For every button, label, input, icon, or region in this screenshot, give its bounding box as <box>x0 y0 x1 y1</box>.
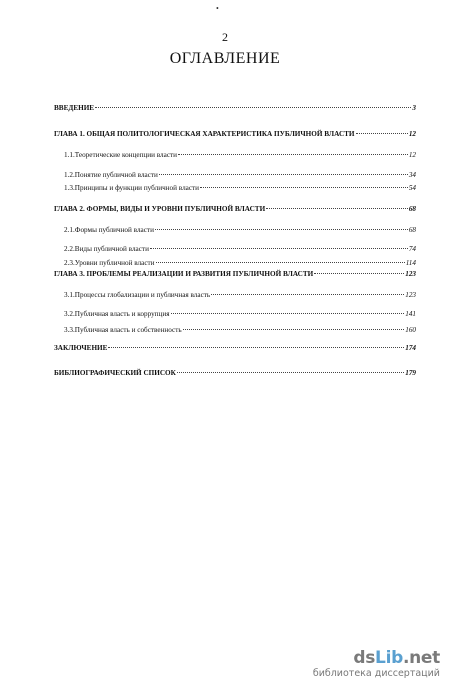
toc-entry-page-number: 123 <box>405 291 416 299</box>
toc-entry-page-number: 3 <box>412 104 416 112</box>
toc-dot-leader <box>211 294 404 295</box>
toc-dot-leader <box>314 273 404 274</box>
toc-section-entry <box>54 226 416 234</box>
toc-entry-page-number: 12 <box>408 151 416 159</box>
toc-chapter-entry <box>54 104 416 112</box>
toc-section-entry <box>54 291 416 299</box>
toc-dot-leader <box>171 313 405 314</box>
page-number: 2 <box>222 30 228 44</box>
toc-dot-leader <box>177 372 404 373</box>
toc-entry-label: ГЛАВА 1. ОБЩАЯ ПОЛИТОЛОГИЧЕСКАЯ ХАРАКТЕРИСТИКА ПУБЛИЧНОЙ ВЛАСТИ <box>54 130 355 138</box>
toc-dot-leader <box>183 329 405 330</box>
toc-entry-page-number: 34 <box>408 171 416 179</box>
toc-entry-page-number: 174 <box>405 344 416 352</box>
toc-entry-label: БИБЛИОГРАФИЧЕСКИЙ СПИСОК <box>54 369 176 377</box>
toc-dot-leader <box>356 133 408 134</box>
toc-entry-label: 1.3.Принципы и функции публичной власти <box>64 184 200 192</box>
dslib-logo: dsLib.net <box>353 648 440 668</box>
toc-section-entry <box>54 259 416 267</box>
toc-entry-label: 2.2.Виды публичной власти <box>64 245 149 253</box>
toc-entry-label: ЗАКЛЮЧЕНИЕ <box>54 344 108 352</box>
toc-section-entry <box>54 171 416 179</box>
toc-entry-label: ГЛАВА 3. ПРОБЛЕМЫ РЕАЛИЗАЦИИ И РАЗВИТИЯ ПУБЛИЧНОЙ ВЛАСТИ <box>54 270 314 278</box>
toc-dot-leader <box>200 187 408 188</box>
toc-dot-leader <box>156 262 405 263</box>
toc-chapter-entry <box>54 344 416 352</box>
toc-chapter-entry <box>54 130 416 138</box>
toc-entry-label: 1.1.Теоретические концепции власти <box>64 151 177 159</box>
toc-section-entry <box>54 151 416 159</box>
toc-section-entry <box>54 245 416 253</box>
toc-chapter-entry <box>54 270 416 278</box>
toc-dot-leader <box>266 208 408 209</box>
toc-entry-page-number: 123 <box>405 270 416 278</box>
toc-dot-leader <box>108 347 404 348</box>
toc-dot-leader <box>159 174 408 175</box>
toc-section-entry <box>54 310 416 318</box>
toc-entry-page-number: 141 <box>405 310 416 318</box>
watermark <box>310 648 440 679</box>
watermark-subtitle: библиотека диссертаций <box>312 668 440 679</box>
toc-chapter-entry <box>54 369 416 377</box>
toc-entry-page-number: 114 <box>405 259 416 267</box>
toc-entry-label: 1.2.Понятие публичной власти <box>64 171 158 179</box>
toc-entry-page-number: 74 <box>408 245 416 253</box>
toc-entry-label: 3.1.Процессы глобализации и публичная власть <box>64 291 211 299</box>
toc-entry-label: 3.2.Публичная власть и коррупция <box>64 310 170 318</box>
toc-entry-page-number: 12 <box>408 130 416 138</box>
toc-entry-label: 2.1.Формы публичной власти <box>64 226 154 234</box>
toc-entry-page-number: 68 <box>408 226 416 234</box>
toc-section-entry <box>54 326 416 334</box>
toc-chapter-entry <box>54 205 416 213</box>
toc-entry-page-number: 179 <box>405 369 416 377</box>
toc-entry-label: 2.3.Уровни публичной власти <box>64 259 155 267</box>
toc-dot-leader <box>150 248 408 249</box>
toc-dot-leader <box>95 107 411 108</box>
toc-section-entry <box>54 184 416 192</box>
toc-entry-page-number: 160 <box>405 326 416 334</box>
toc-entry-page-number: 68 <box>408 205 416 213</box>
toc-entry-page-number: 54 <box>408 184 416 192</box>
scan-dot-mark: • <box>216 4 219 13</box>
toc-entry-label: 3.3.Публичная власть и собственность <box>64 326 182 334</box>
page-title: ОГЛАВЛЕНИЕ <box>169 50 281 67</box>
toc-dot-leader <box>155 229 408 230</box>
toc-entry-label: ВВЕДЕНИЕ <box>54 104 95 112</box>
toc-entry-label: ГЛАВА 2. ФОРМЫ, ВИДЫ И УРОВНИ ПУБЛИЧНОЙ ВЛАСТИ <box>54 205 266 213</box>
toc-dot-leader <box>178 154 408 155</box>
